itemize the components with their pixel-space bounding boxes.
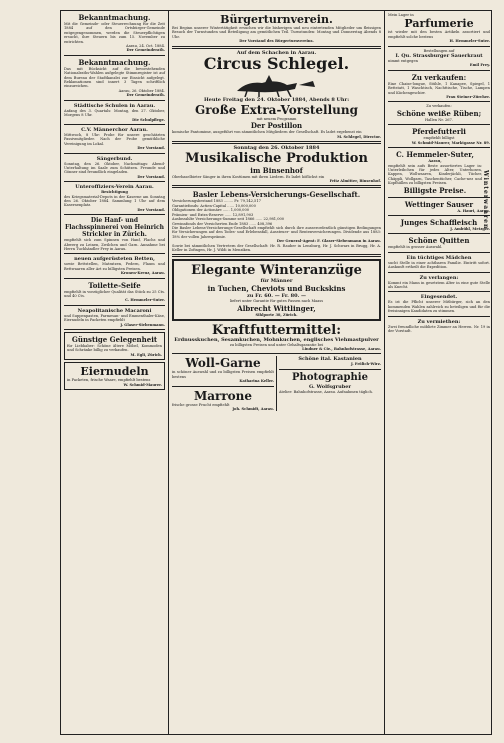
ad-signature: Frau Steiner-Zürcher. (446, 95, 490, 100)
ad-signature: C. Hemmeler-Suter. (125, 298, 165, 303)
divider (388, 252, 490, 253)
ad-signature: Aarau, 26. Oktober 1884. (118, 88, 165, 93)
ad-heading: Eiernudeln (80, 365, 149, 379)
figure-line: Versicherungsbestand 1883 ........ Fr. 79,142,517 (172, 199, 261, 204)
wool-ad (172, 356, 274, 411)
divider (388, 233, 490, 234)
ad-signature: Der Gemeinderath. (126, 48, 165, 53)
ad-heading: Circus Schlegel. (203, 54, 350, 74)
ad-text: komische Pantomime, ausgeführt von sämmtlichen Mitgliedern der Gesellschaft. Es ladet ergebenst ein (172, 130, 362, 135)
ad-signature: J. Frölich-Wirz. (350, 362, 381, 367)
divider (279, 369, 381, 370)
divider (172, 46, 381, 49)
ad-heading: Woll-Garne (185, 356, 261, 371)
ad-heading: Günstige Gelegenheit (71, 335, 158, 345)
ad-heading: Schöne Quitten (408, 236, 470, 246)
ad-heading: Photographie (292, 371, 368, 383)
ad-heading: Der Postillon (250, 121, 303, 131)
ad-signature: Der Vorstand des Bürgerturnvereins. (239, 39, 314, 44)
ad-heading: Städtische Schulen in Aarau. (73, 102, 156, 109)
divider (64, 153, 165, 154)
ad-text: sucht Stelle in einer achtbaren Familie. Eintritt sofort. Auskunft ertheilt die Expedition. (388, 260, 490, 270)
figure-line: Garantiefonds: Actien-Capital ...... 10,000,000 (172, 203, 256, 208)
ad-heading: Marrone (193, 388, 253, 403)
divider (172, 254, 381, 257)
divider (388, 147, 490, 148)
horse-rider-illustration (217, 73, 337, 97)
ad-heading: Kraftfuttermittel: (211, 323, 342, 339)
divider (64, 100, 165, 101)
ad-signature: H. Hemmeler-Suter. (449, 39, 490, 44)
ad-signature: Der Vorstand. (137, 174, 165, 179)
ad-price: zu Fr. 60. — Fr. 80. — (246, 293, 307, 300)
ad-signature: Katharina Keller. (239, 379, 274, 384)
ad-text: empfiehlt in vorzüglicher Qualität das Stück zu 25 Cts. und 40 Cts. (64, 289, 165, 299)
ad-signature: Die Schulpflege. (132, 117, 165, 122)
ad-text: in schöner Auswahl und zu billigsten Preisen empfiehlt bestens (172, 370, 274, 379)
ad-pre: Mein Lager in (388, 13, 414, 17)
ad-heading: Schöne ital. Kastanien (298, 356, 362, 363)
divider (388, 291, 490, 292)
ad-heading: C. Hemmeler-Suter, (396, 150, 474, 160)
ad-text: frische grosse Frucht empfiehlt (172, 402, 230, 407)
ad-heading: Neapolitanische Macaroni (77, 307, 152, 314)
ad-text: Sonntag, den 26. Oktober, Nachmittags: Abend-Unterhaltung im Saale zum Schützen. Freunde und Gönner sind freundlich eingeladen. (64, 161, 165, 175)
ad-text: ist wieder mit den besten Artikeln assortiert und empfiehlt solche bestens (388, 30, 490, 39)
figure-line: Obligationen der Actionäre ...... 1,000,000 (172, 208, 250, 213)
divider (172, 185, 381, 188)
ad-heading: Parfumerie (404, 17, 474, 31)
ad-text: empfiehlt billigst (423, 136, 455, 141)
ad-text: Hallen Nr. 267. (425, 117, 453, 122)
divider (64, 214, 165, 215)
ad-signature: Joh. Schmidt, Aarau. (232, 407, 274, 411)
ad-text: nimmt entgegen (388, 59, 418, 64)
ad-signature: Emil Frey. (469, 63, 490, 68)
ad-signature: Der Vorstand. (137, 207, 165, 212)
divider (64, 124, 165, 125)
ad-subheading: Besichtigung (101, 190, 128, 195)
ad-heading: Elegante Winteranzüge (191, 263, 362, 279)
figure-line: Ausbezahlte Versicherungs-Summe seit 1866 ...... 22,981,000 (172, 217, 285, 222)
divider (172, 386, 274, 387)
ad-signature: Der General-Agent: F. Glaser-Siebenmann in Aarau. (276, 239, 381, 244)
column-left (61, 11, 169, 734)
column-middle (169, 11, 385, 734)
ad-heading: Eingesendet. (420, 294, 458, 301)
bottom-ads-row (172, 356, 381, 411)
ad-pre: Bestellungen auf (423, 48, 455, 53)
ad-date: Sonntag den 26. Oktober 1884 (233, 145, 320, 152)
ad-heading: Unteroffiziers-Verein Aarau. (75, 184, 154, 191)
divider (388, 215, 490, 216)
ad-heading: Toilette-Seife (88, 280, 141, 290)
ad-text: sowie Bettstellen, Matratzen, Federn, Flaum und Bettwaaren aller Art zu billigsten Preisen. (64, 262, 165, 271)
ad-text: Das mit Rücksicht auf die bevorstehenden Nationalraths-Wahlen aufgelegte Stimmregister ist auf dem Bureau der Stadtkanzlei zur Einsicht aufgelegt. Reklamationen sind innert 3 Tagen schriftlich einzureichen. (64, 66, 165, 89)
ad-heading: Junges Schaffleisch (400, 217, 478, 227)
ad-heading: im Binsenhof (250, 165, 303, 175)
divider (64, 181, 165, 182)
ad-subheading: Aarau, (428, 159, 442, 164)
ad-signature: G. Wolfsgruber (308, 383, 352, 390)
ad-heading: Bekanntmachung. (78, 13, 151, 22)
ad-heading: Bürgerturnverein. (220, 13, 333, 26)
figure-line: Gewinnfonds der Versicherten Ende 1883 ...... 408,396 (172, 221, 273, 226)
ad-pre: Auf dem Schachen in Aarau. (236, 49, 317, 56)
column-right (385, 11, 493, 734)
divider (64, 305, 165, 306)
ad-text: mit neuem Programm (256, 117, 297, 122)
divider (388, 70, 490, 71)
ad-text: empfiehlt in grosser Auswahl. (388, 245, 443, 250)
divider (172, 353, 381, 354)
ad-heading: Die Hanf- und Flachsspinnerei von Heinrich Strickler in Zürich. (64, 217, 165, 239)
ad-signature: Fritz Almitter, Binsenhof. (329, 179, 381, 184)
ad-text: für Liebhaber: Schöne ältere Möbel, Kommoden und Schränke billig zu verkaufen. (67, 344, 162, 353)
divider (388, 197, 490, 198)
ad-text: in Packeten, frische Waare, empfiehlt bestens (67, 378, 151, 383)
newspaper-page (60, 10, 492, 735)
ad-heading: Billigste Preise. (403, 185, 467, 195)
side-label: Winterwaaren (482, 170, 489, 230)
divider (388, 46, 490, 47)
ad-pre: Zu verkaufen: (426, 104, 452, 109)
ad-date: Heute Freitag den 24. Oktober 1884, Abends 8 Uhr: (203, 97, 350, 104)
figure-line: Prämien- und Extra-Reserve ...... 12,891,903 (172, 212, 254, 217)
insurance-figures (172, 199, 381, 225)
ad-text: Anfang des 3. Quartals: Montag, den 27. Oktober, Morgens 8 Uhr. (64, 108, 165, 118)
ad-heading: Wettinger Sauser (404, 199, 474, 209)
ad-text: Mit die Gemeinde- oder Steuerrechnung für die Zeit 1884 auf den Ortsbürger-Gemeinde entgegengenommen, werden die Steuerpflichtigen ersucht, ihre Steuern bis zum 15. November zu entrichten. (64, 22, 165, 44)
ad-signature: M. Schlegel, Director. (337, 134, 381, 139)
ad-text: empfiehlt sich zum Spinnen von Hanf, Flachs und Abwerg zu Leinen, Zwilchen und Garn. Annahme bei Herrn Tuchhändler Frey in Aarau. (64, 238, 165, 251)
ad-text: des Kriegsmaterial-Depots in der Kaserne am Sonntag den 26. Oktober 1884. Sammlung 1 Uhr auf dem Kasernenplatz. (64, 194, 165, 208)
ad-signature: Aarau, 24. Oct. 1884. (125, 44, 165, 49)
ad-subheading: in Tuchen, Cheviots und Buckskins (207, 284, 346, 294)
ad-text: Es ist die Pflicht unserer Mitbürger, sich an den kommenden Wahlen zahlreich zu beteiligen und für die freisinnigen Kandidaten zu stimmen. (388, 300, 490, 314)
ad-heading: Zu vermiethen: (417, 318, 461, 325)
ad-text: empfiehlt sein aufs Beste assortiertes Lager in: Unterleibchen für jedes Alter, Unterhosen, Kappen, Wollwaaren, Kinderjäckli, Tücher, Chäppli, Wollgarn, Taschentücher, Cache-nez und Kopfhüllen zu billigsten Preisen. (388, 163, 482, 186)
ad-items: Erdnusskuchen, Sesamkuchen, Mohnkuchen, englisches Viehmastpulver (174, 337, 379, 344)
ad-text: Eine Chaise-longue, Stühle, 1 Kanapee, Spiegel, 1 Bettstatt, 1 Waschtisch, Nachttische, Tische, Lampen und Küchengeschirr. (388, 81, 490, 95)
ad-signature: Albrecht Wittlinger, (237, 303, 316, 313)
ad-heading: Bekanntmachung. (78, 57, 151, 67)
ad-address: Sihlporte 38, Zürich. (255, 312, 298, 317)
ad-heading: C.V. Männerchor Aarau. (81, 126, 148, 133)
ad-signature: Der Gemeinderath. (126, 93, 165, 98)
ad-signature: J. Glaser-Siebenmann. (120, 322, 165, 327)
ad-signature: Der Vorstand. (137, 146, 165, 151)
ad-heading: Schöne weiße Rüben; (396, 108, 482, 118)
divider (388, 101, 490, 102)
ad-signature: A. Hauri, Aarau. (457, 208, 490, 213)
ad-text: und Suppenpasten, Parmesan- und Emmenthaler-Käse, Eiernudeln in Packeten empfiehlt (64, 313, 165, 323)
ad-text: Zwei freundliche möblirte Zimmer an Herren. Nr. 19 in der Vorstadt. (388, 324, 490, 333)
ad-heading: Sängerbund. (96, 155, 133, 162)
ad-heading: Ein tüchtiges Mädchen (406, 254, 472, 261)
ad-signature: Lindner & Cie., Bahnhofstrasse, Aarau. (302, 346, 381, 351)
ad-text: Kommt ein Mann in gesetztem Alter in eine gute Stelle als Knecht. (388, 280, 490, 289)
ad-text: Bei Beginn unserer Wintertätigkeit ersuchen wir die bisherigen und neu eintretenden Mitglieder um fleissigen Besuch der Turnstunden und Beteiligung am gemütlichen Teil. Turnstunden: Montag und Donnerstag Abends 8 Uhr. (172, 26, 381, 39)
ad-heading: Zu verlangen: (419, 274, 459, 281)
ad-signature: J. Ambühl, Metzger. (450, 226, 490, 231)
divider (64, 55, 165, 56)
ad-heading: Zu verkaufen: (411, 72, 467, 82)
divider (388, 316, 490, 317)
ad-heading: neuen aufgerüsteten Betten, (74, 256, 155, 263)
ad-text: Oberbaselbieter Sänger in ihren Kostümen mit ihren Liedern. Es ladet höflichst ein (172, 174, 325, 179)
ad-signature: W. Schmid-Maurer. (123, 382, 162, 387)
ad-signature: Kronen-Kreuz, Aarau. (120, 271, 165, 276)
ad-heading: Basler Lebens-Versicherungs-Gesellschaft. (192, 190, 361, 200)
divider (388, 272, 490, 273)
ad-text: zu billigsten Preisen und unter Gehaltsgarantie bei (229, 342, 324, 347)
ad-heading: Große Extra-Vorstellung (195, 103, 358, 118)
ad-text: Atelier: Bahnhofstrasse, Aarau. Aufnahmen täglich. (279, 389, 373, 394)
ad-subheading: für Männer (260, 278, 293, 285)
divider (388, 124, 490, 125)
ad-text: Mittwoch, 8 Uhr: Probe für unsere geschätzten Passivmitglieder. Nach der Probe gemüthliche Vereinigung im Lokal. (64, 132, 165, 146)
ad-text: Sowie bei sämmtlichen Vertretern der Gesellschaft: Hr. R. Rauber in Lenzburg, Hr. J. Schwarz in Brugg, Hr. A. Keller in Zofingen, Hr. J. Wildi in Menziken. (172, 243, 381, 252)
ad-text: Die Basler Lebens-Versicherungs-Gesellschaft empfiehlt sich durch ihre ausserordentlich günstigen Bedingungen für Versicherungen auf den Todes- und Erlebensfall, Aussteuer- und Rentenversicherungen. Dividende aus 1883: 18% der vollen Jahresprämie. (172, 225, 381, 239)
ad-signature: M. Egli, Zürich. (130, 352, 162, 357)
ad-text: liefert unter Garantie für gutes Passen nach Maass (229, 299, 324, 304)
photo-ad (276, 356, 381, 411)
divider (64, 253, 165, 254)
divider (172, 141, 381, 144)
ad-heading: Musikalische Produktion (185, 150, 368, 166)
divider (64, 278, 165, 279)
divider (64, 329, 165, 330)
ad-heading: I. Qu. Strassburger Sauerkraut (395, 53, 483, 60)
ad-signature: W. Schmid-Maurer, Marktgasse Nr. 89. (411, 140, 490, 145)
ad-heading: Pferdefutterli (412, 127, 466, 137)
